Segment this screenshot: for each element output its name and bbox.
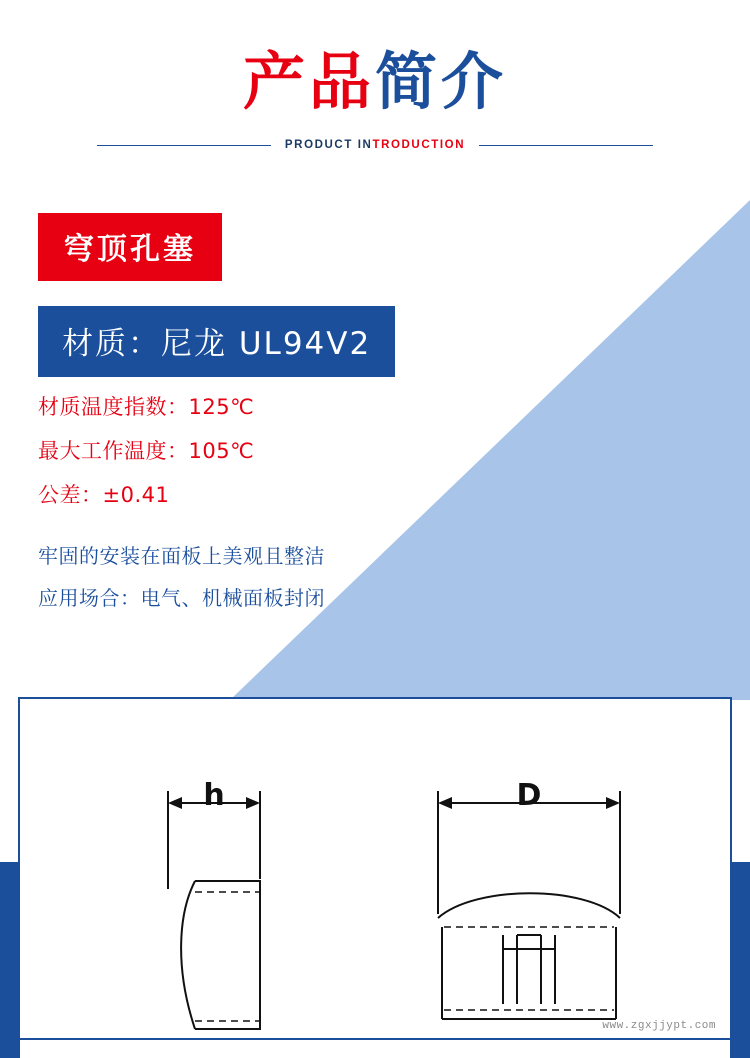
front-view-hidden-lines	[444, 927, 614, 1010]
note-list	[38, 544, 750, 611]
spec-item: 最大工作温度：105℃	[38, 439, 255, 464]
page-title-part-blue: 简介	[375, 45, 508, 118]
subtitle-rule	[97, 139, 653, 151]
spec-list	[38, 397, 750, 506]
spec-item: 公差：±0.41	[38, 483, 170, 508]
side-view-hidden-lines	[195, 892, 260, 1021]
left-accent-bar	[0, 862, 20, 1058]
subtitle-part-dark: PRODUCT IN	[284, 139, 373, 152]
page-title	[0, 46, 750, 117]
technical-drawing-panel	[18, 697, 732, 1040]
dimension-d-label: D	[516, 778, 542, 813]
rule-left	[97, 145, 271, 146]
spec-item: 材质温度指数：125℃	[38, 395, 255, 420]
front-inner-legs	[503, 935, 555, 1004]
d-arrow-left	[438, 797, 452, 809]
h-arrow-left	[168, 797, 182, 809]
note-item: 牢固的安装在面板上美观且整洁	[38, 544, 325, 569]
front-view-shape	[438, 893, 620, 1019]
product-name-tag: 穹顶孔塞	[38, 213, 222, 281]
rule-right	[479, 145, 653, 146]
subtitle	[271, 139, 479, 151]
front-dome-top	[438, 893, 620, 918]
right-accent-bar	[730, 862, 750, 1058]
product-material-tag: 材质：尼龙 UL94V2	[38, 306, 395, 377]
product-info-block	[0, 213, 750, 611]
d-arrow-right	[606, 797, 620, 809]
side-view-shape	[181, 881, 260, 1029]
h-arrow-right	[246, 797, 260, 809]
subtitle-part-red: TRODUCTION	[372, 139, 466, 152]
side-dome-profile	[181, 881, 195, 1029]
technical-drawing-svg	[20, 699, 730, 1038]
watermark-text: www.zgxjjypt.com	[602, 1020, 716, 1032]
side-body-outline	[195, 881, 260, 1029]
page-header	[0, 0, 750, 151]
note-item: 应用场合：电气、机械面板封闭	[38, 586, 325, 611]
page-title-part-red: 产品	[242, 45, 375, 118]
dimension-h-label: h	[203, 778, 225, 813]
